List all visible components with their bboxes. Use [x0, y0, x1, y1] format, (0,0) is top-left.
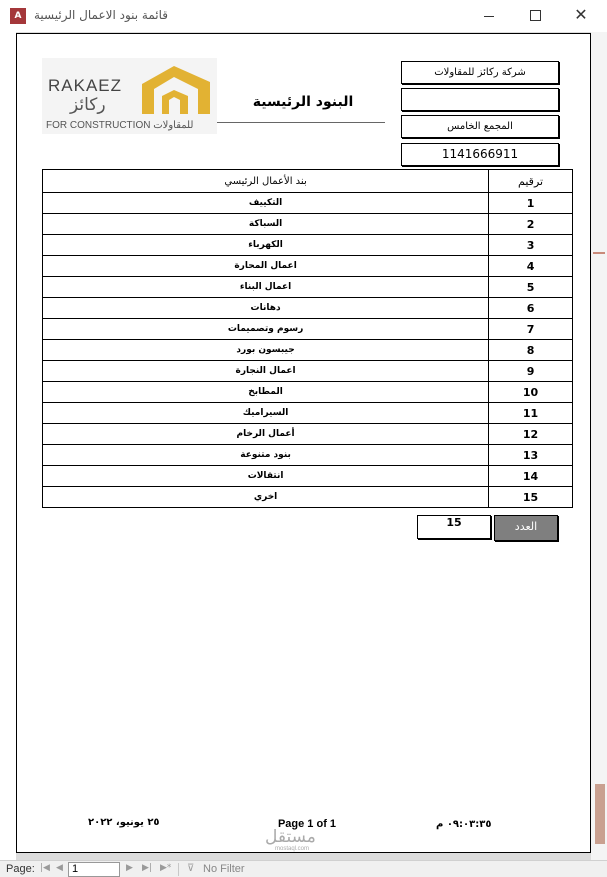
item-number: 2	[489, 214, 573, 235]
record-navigation-bar	[0, 860, 607, 877]
item-name: جيبسون بورد	[43, 340, 489, 361]
item-number: 7	[489, 319, 573, 340]
house-logo-icon	[136, 62, 214, 116]
item-name: اعمال المحارة	[43, 256, 489, 277]
footer-date: ٢٥ يونيو، ٢٠٢٢	[88, 817, 160, 828]
item-name: اخري	[43, 487, 489, 508]
no-filter-button[interactable]: No Filter	[203, 863, 245, 875]
title-underline	[217, 122, 385, 123]
report-page	[16, 33, 591, 853]
item-number: 10	[489, 382, 573, 403]
table-row	[43, 424, 573, 445]
item-name: الكهرباء	[43, 235, 489, 256]
item-name: أعمال الرخام	[43, 424, 489, 445]
table-row	[43, 487, 573, 508]
table-row	[43, 256, 573, 277]
item-number: 3	[489, 235, 573, 256]
access-app-icon: A	[10, 8, 26, 24]
page-number-input[interactable]: 1	[68, 862, 120, 877]
report-title: البنود الرئيسية	[252, 94, 354, 110]
company-phone-field: 1141666911	[401, 143, 559, 166]
item-name: رسوم وتصميمات	[43, 319, 489, 340]
item-name: اعمال النجارة	[43, 361, 489, 382]
close-button[interactable]	[558, 0, 604, 32]
table-row	[43, 277, 573, 298]
item-number: 8	[489, 340, 573, 361]
table-row	[43, 298, 573, 319]
first-page-icon[interactable]: |◀	[40, 863, 50, 873]
company-logo	[42, 58, 217, 134]
table-row	[43, 319, 573, 340]
item-number: 15	[489, 487, 573, 508]
header-item-number: ترقيم	[489, 170, 573, 193]
close-icon: ✕	[574, 5, 588, 24]
filter-icon[interactable]: ⊽	[187, 863, 195, 874]
item-name: التكييف	[43, 193, 489, 214]
item-name: اعمال البناء	[43, 277, 489, 298]
table-row	[43, 445, 573, 466]
item-number: 9	[489, 361, 573, 382]
item-name: انتقالات	[43, 466, 489, 487]
footer-page-number: Page 1 of 1	[277, 818, 337, 830]
item-name: السباكة	[43, 214, 489, 235]
previous-page-icon[interactable]: ◀	[56, 863, 63, 873]
window-title: قائمة بنود الاعمال الرئيسية	[34, 8, 169, 22]
table-row	[43, 235, 573, 256]
logo-name-ar: ركائز	[70, 95, 106, 115]
table-row	[43, 382, 573, 403]
last-page-icon[interactable]: ▶|	[142, 863, 152, 873]
item-name: دهانات	[43, 298, 489, 319]
left-border	[0, 32, 16, 860]
page-label: Page:	[6, 863, 35, 875]
count-label: العدد	[494, 515, 558, 541]
count-value: 15	[417, 515, 491, 539]
item-number: 6	[489, 298, 573, 319]
company-address-field: المجمع الخامس	[401, 115, 559, 138]
window-titlebar	[0, 0, 607, 32]
table-row	[43, 214, 573, 235]
nav-separator	[178, 863, 179, 876]
table-row	[43, 361, 573, 382]
watermark-url: mostaql.com	[275, 846, 310, 852]
table-header-row	[43, 170, 573, 193]
minimize-button[interactable]	[466, 0, 512, 32]
company-name-field: شركة ركائز للمقاولات	[401, 61, 559, 84]
table-row	[43, 466, 573, 487]
item-number: 12	[489, 424, 573, 445]
watermark: مستقل	[265, 827, 316, 847]
item-number: 1	[489, 193, 573, 214]
empty-info-field	[401, 88, 559, 111]
item-number: 5	[489, 277, 573, 298]
item-number: 4	[489, 256, 573, 277]
logo-subtitle: FOR CONSTRUCTION للمقاولات	[46, 120, 194, 131]
maximize-button[interactable]	[512, 0, 558, 32]
item-name: السيراميك	[43, 403, 489, 424]
table-row	[43, 193, 573, 214]
new-record-icon[interactable]: ▶*	[160, 863, 172, 873]
logo-name-en: RAKAEZ	[48, 76, 123, 95]
header-item-name: بند الأعمال الرئيسي	[43, 170, 489, 193]
item-number: 13	[489, 445, 573, 466]
item-name: بنود متنوعة	[43, 445, 489, 466]
item-number: 11	[489, 403, 573, 424]
right-border	[591, 32, 607, 860]
table-row	[43, 340, 573, 361]
main-items-table	[42, 169, 573, 508]
item-name: المطابخ	[43, 382, 489, 403]
table-row	[43, 403, 573, 424]
footer-time: ٠٩:٠٣:٣٥ م	[436, 819, 492, 830]
next-page-icon[interactable]: ▶	[126, 863, 133, 873]
item-number: 14	[489, 466, 573, 487]
